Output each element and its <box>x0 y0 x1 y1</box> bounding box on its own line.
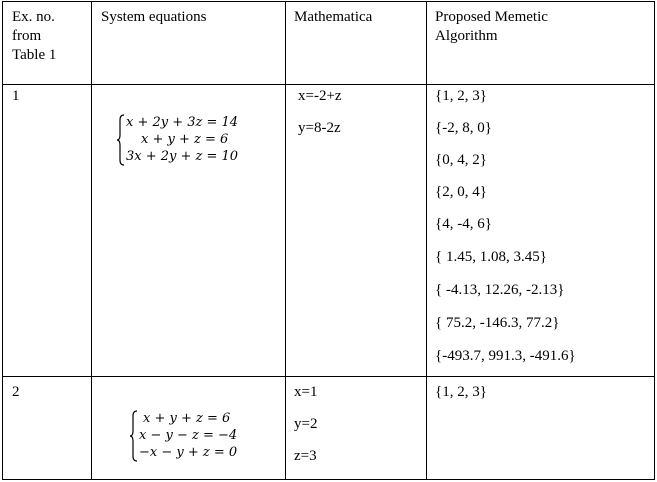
row1-memetic-3: {0, 4, 2} <box>435 152 487 168</box>
row1-memetic-5: {4, -4, 6} <box>435 216 492 232</box>
row2-equation-1: x + y + z = 6 <box>143 411 231 426</box>
row1-equations <box>126 115 266 167</box>
row2-memetic-1: {1, 2, 3} <box>435 384 487 400</box>
row1-memetic-1: {1, 2, 3} <box>435 88 487 104</box>
row2-mathematica-1: x=1 <box>294 384 318 400</box>
row2-ex-no: 2 <box>12 384 20 400</box>
row1-equation-2: x + y + z = 6 <box>141 132 229 147</box>
row1-memetic-2: {-2, 8, 0} <box>435 120 492 136</box>
row2-equation-2: x − y − z = −4 <box>139 428 238 443</box>
row1-memetic-4: {2, 0, 4} <box>435 184 487 200</box>
row2-mathematica-2: y=2 <box>294 416 318 432</box>
row1-equation-3: 3x + 2y + z = 10 <box>126 149 239 164</box>
row1-bottom-border <box>2 376 655 377</box>
row1-equation-1: x + 2y + 3z = 14 <box>126 115 239 130</box>
header-system-equations: System equations <box>101 9 207 25</box>
row1-memetic-8: { 75.2, -146.3, 77.2} <box>435 315 560 331</box>
row2-equation-3: −x − y + z = 0 <box>139 445 238 460</box>
row1-memetic-9: {-493.7, 991.3, -491.6} <box>435 348 576 364</box>
header-mathematica: Mathematica <box>294 9 373 25</box>
row2-mathematica-3: z=3 <box>294 448 317 464</box>
row1-memetic-6: { 1.45, 1.08, 3.45} <box>435 249 547 265</box>
row1-ex-no: 1 <box>12 88 20 104</box>
table-left-border <box>2 1 3 480</box>
header-bottom-border <box>2 84 655 85</box>
row1-mathematica-1: x=-2+z <box>298 88 342 104</box>
col-divider-3 <box>426 1 427 480</box>
row2-brace-icon <box>129 410 138 462</box>
row1-mathematica-2: y=8-2z <box>298 120 341 136</box>
col-divider-1 <box>91 1 92 480</box>
row1-memetic-7: { -4.13, 12.26, -2.13} <box>435 282 565 298</box>
table-top-border <box>2 1 655 2</box>
header-ex-no: Ex. no. from Table 1 <box>12 9 57 63</box>
header-memetic: Proposed Memetic Algorithm <box>435 9 548 44</box>
table-right-border <box>654 1 655 480</box>
table-bottom-border <box>2 479 655 480</box>
row1-brace-icon <box>116 114 125 166</box>
row2-equations <box>139 411 269 463</box>
col-divider-2 <box>285 1 286 480</box>
